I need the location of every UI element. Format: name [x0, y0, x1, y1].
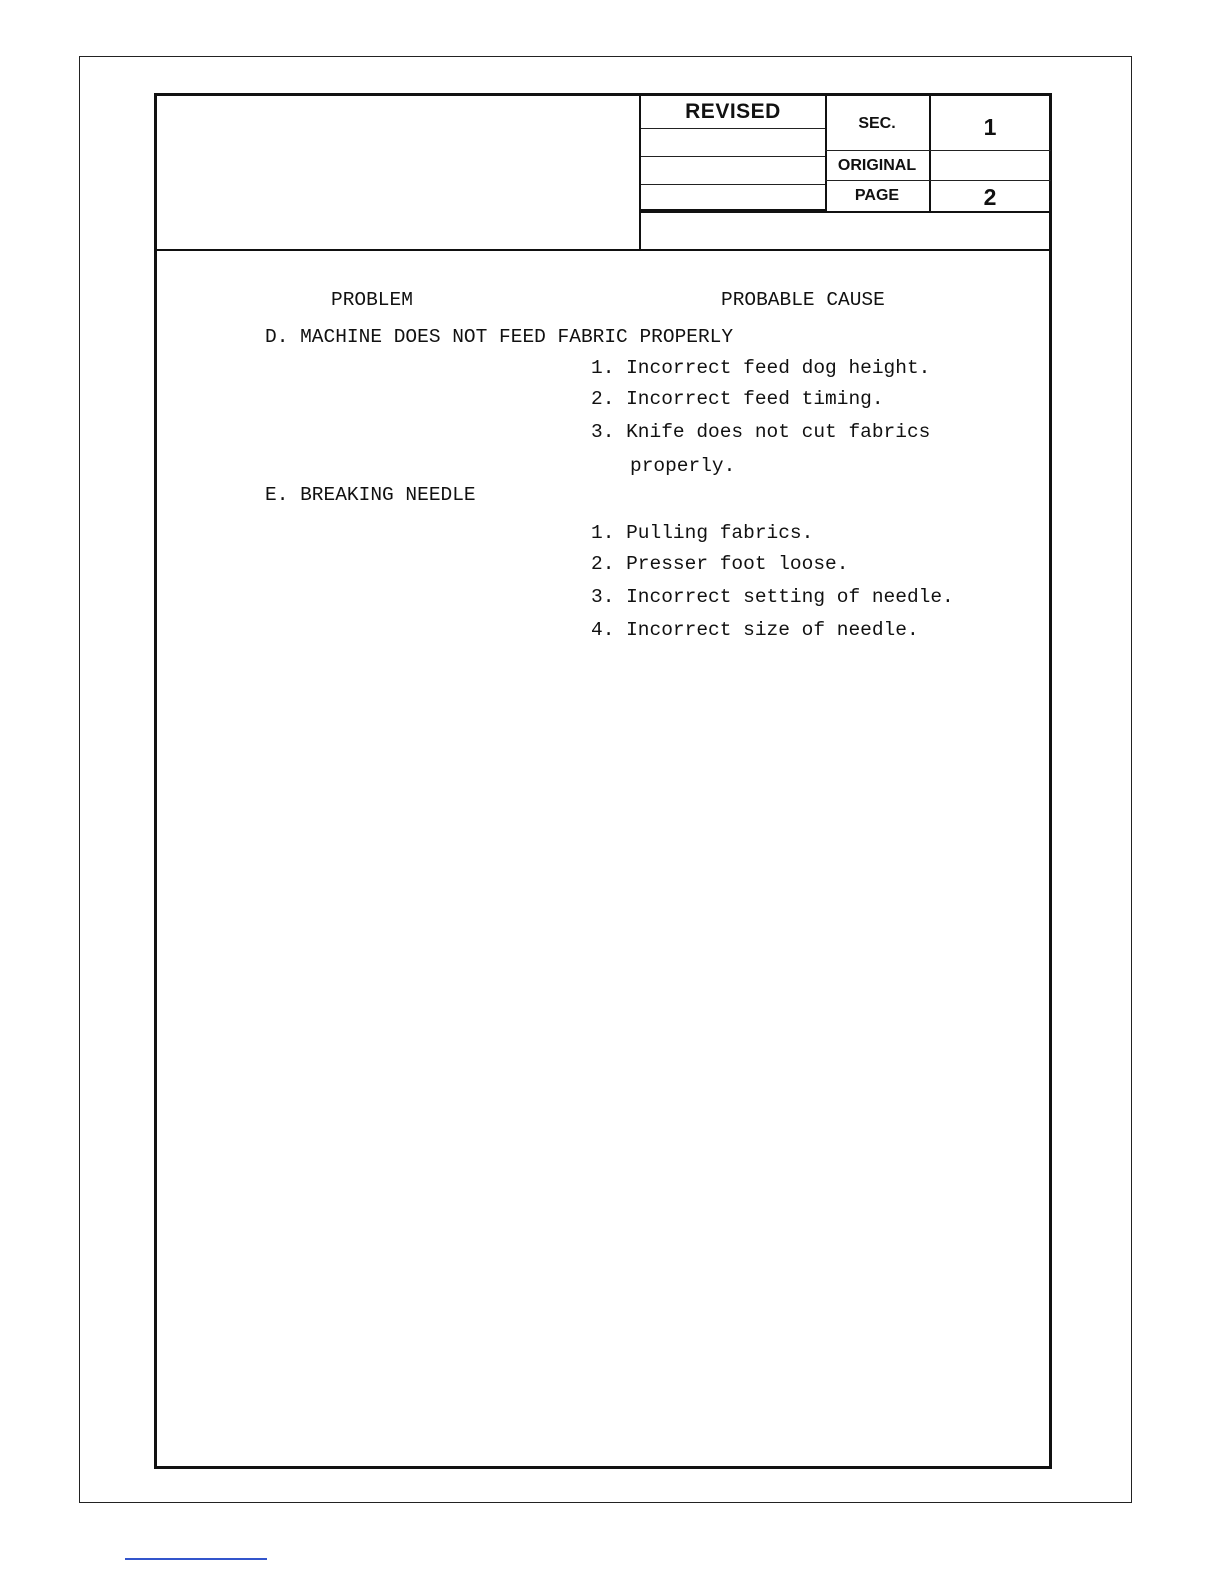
cause-item: 1. Pulling fabrics. [591, 522, 814, 544]
page-label: PAGE [854, 187, 900, 204]
problem-column-header: PROBLEM [331, 289, 413, 311]
cause-column-header: PROBABLE CAUSE [721, 289, 885, 311]
original-label: ORIGINAL [825, 151, 929, 181]
sec-label: SEC. [825, 96, 929, 151]
cause-item: 3. Knife does not cut fabrics [591, 421, 931, 443]
revision-row-1 [641, 129, 825, 157]
revised-label: REVISED [641, 96, 825, 129]
cause-item: 4. Incorrect size of needle. [591, 619, 919, 641]
revision-row-3 [641, 185, 825, 211]
problem-title: E. BREAKING NEEDLE [265, 484, 476, 506]
footer-rule [125, 1558, 267, 1560]
problem-title: D. MACHINE DOES NOT FEED FABRIC PROPERLY [265, 326, 734, 348]
title-block [639, 96, 1051, 249]
revised-column [641, 96, 827, 211]
sec-value: 1 [929, 96, 1051, 151]
title-block-divider [641, 211, 1051, 213]
cause-item-continuation: properly. [630, 455, 736, 477]
cause-item: 2. Incorrect feed timing. [591, 388, 884, 410]
title-block-labels [825, 96, 931, 211]
revision-row-2 [641, 157, 825, 185]
cause-item: 2. Presser foot loose. [591, 553, 849, 575]
original-value [929, 151, 1051, 181]
page-value: 2 [983, 184, 997, 210]
form-sheet [154, 93, 1052, 1469]
cause-item: 3. Incorrect setting of needle. [591, 586, 954, 608]
title-block-values [929, 96, 1051, 211]
cause-item: 1. Incorrect feed dog height. [591, 357, 931, 379]
header-divider [157, 249, 1049, 251]
